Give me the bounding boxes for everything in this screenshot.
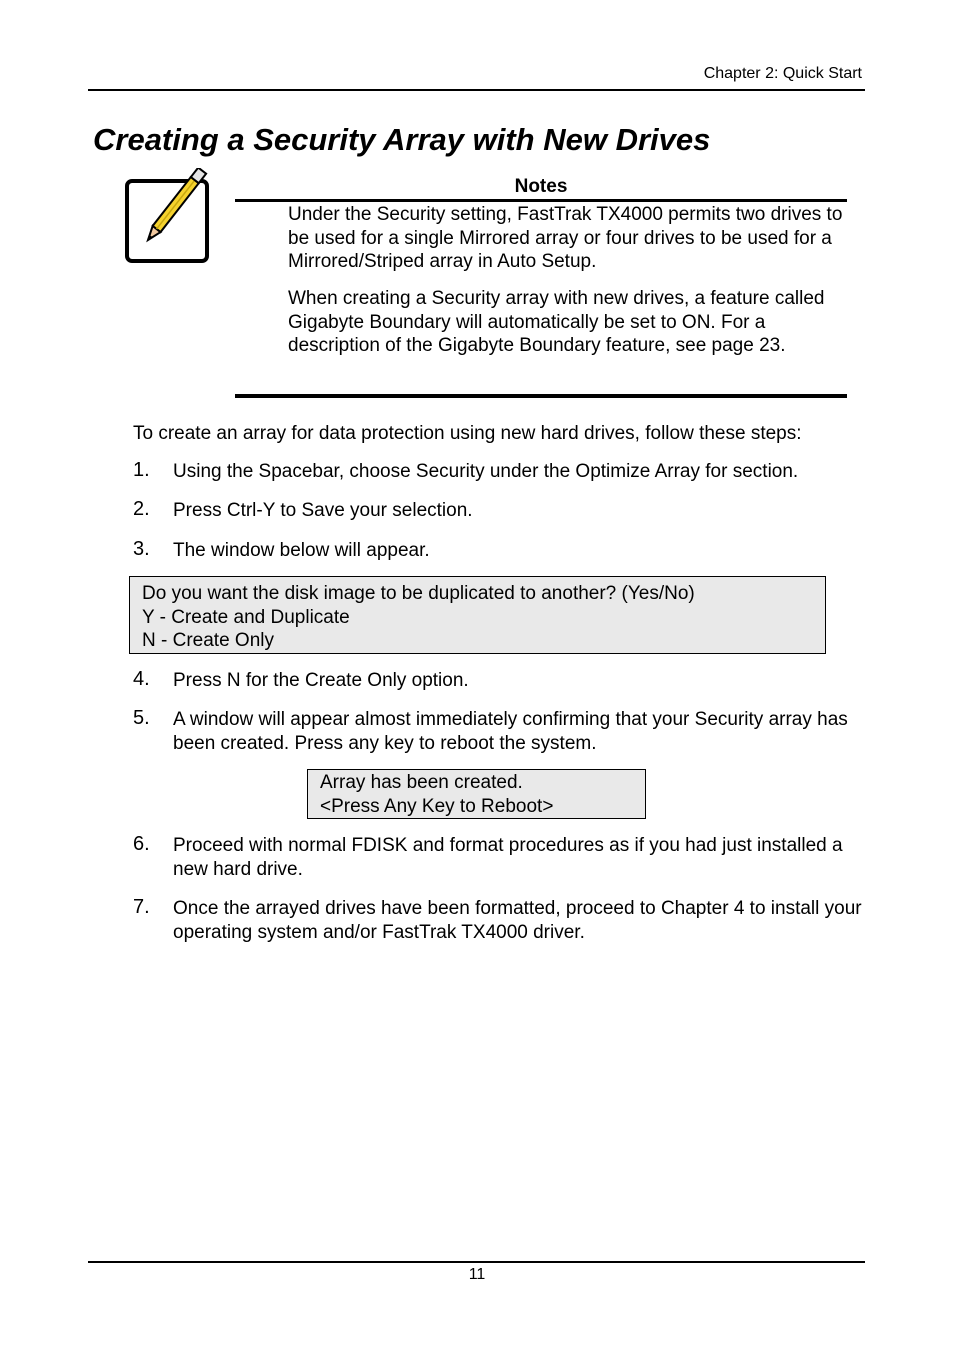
console-line: Array has been created.: [320, 772, 523, 793]
step-number: 4.: [133, 668, 150, 690]
console-line: Y - Create and Duplicate: [142, 606, 350, 628]
step-number: 7.: [133, 896, 150, 918]
console-line: N - Create Only: [142, 630, 274, 651]
notes-bottom-rule: [235, 394, 847, 398]
step-number: 3.: [133, 538, 150, 560]
step-text: A window will appear almost immediately confirming that your Security array has been created. Press any key to reboot the system.: [173, 709, 848, 754]
console-line: Do you want the disk image to be duplicated to another? (Yes/No): [142, 583, 695, 604]
page-title: Creating a Security Array with New Drives: [93, 122, 711, 157]
running-header: Chapter 2: Quick Start: [703, 65, 862, 82]
note-paragraph: When creating a Security array with new drives, a feature called Gigabyte Boundary will automatically be set to ON. For a description of the Gigabyte Boundary feature, see page 23.: [288, 288, 825, 356]
notes-top-rule: [235, 199, 847, 202]
console-screen-array-created: [307, 769, 646, 819]
step-number: 6.: [133, 833, 150, 855]
console-screen-duplicate-prompt: [129, 576, 826, 654]
note-paragraph: Under the Security setting, FastTrak TX4000 permits two drives to be used for a single Mirrored array or four drives to be used for a Mirrored/Striped array in Auto Setup.: [288, 204, 843, 272]
step-text: Proceed with normal FDISK and format procedures as if you had just installed a new hard drive.: [173, 835, 843, 880]
footer-rule: [88, 1261, 865, 1263]
page-number: 11: [468, 1266, 486, 1283]
step-text: Using the Spacebar, choose Security under the Optimize Array for section.: [173, 461, 799, 482]
step-text: Press Ctrl-Y to Save your selection.: [173, 500, 473, 521]
step-number: 5.: [133, 707, 150, 729]
step-text: Press N for the Create Only option.: [173, 670, 469, 691]
notes-heading: Notes: [514, 176, 568, 197]
intro-text: To create an array for data protection using new hard drives, follow these steps:: [133, 423, 802, 444]
step-number: 1.: [133, 459, 150, 481]
console-line: <Press Any Key to Reboot>: [320, 795, 554, 817]
header-rule: [88, 89, 865, 91]
step-text: Once the arrayed drives have been formatted, proceed to Chapter 4 to install your operating system and/or FastTrak TX4000 driver.: [173, 898, 862, 943]
step-number: 2.: [133, 498, 150, 520]
pencil-note-icon: [122, 168, 222, 268]
step-text: The window below will appear.: [173, 540, 430, 561]
